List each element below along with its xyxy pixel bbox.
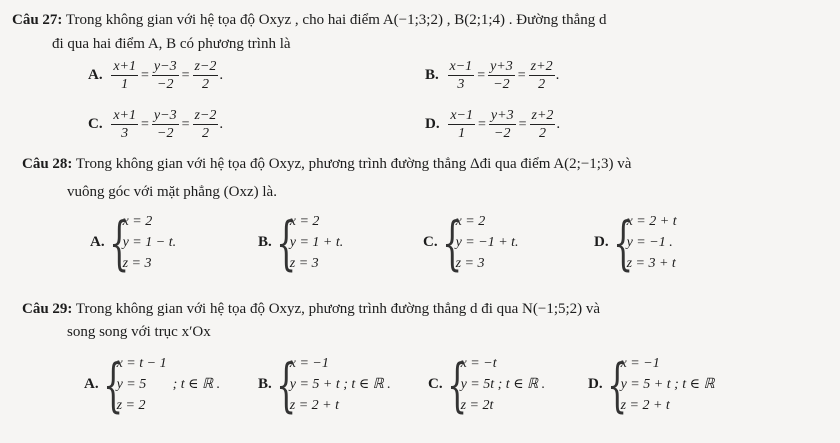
frac-den: −2 bbox=[157, 77, 174, 92]
frac-num: x−1 bbox=[450, 108, 474, 123]
system-line: y = −1 . bbox=[626, 235, 673, 250]
q28-option-d[interactable] bbox=[594, 208, 677, 277]
option-label: A. bbox=[88, 66, 103, 83]
frac-den: −2 bbox=[493, 77, 510, 92]
system-line: z = 3 bbox=[455, 256, 485, 271]
system-line: x = −1 bbox=[620, 356, 660, 371]
frac-num: z+2 bbox=[531, 108, 554, 123]
system-line: z = 3 bbox=[289, 256, 319, 271]
system-line: z = 2 + t bbox=[289, 398, 339, 413]
q29-option-c[interactable] bbox=[428, 350, 546, 419]
frac-den: 2 bbox=[538, 126, 546, 141]
frac-den: −2 bbox=[494, 126, 511, 141]
frac-den: −2 bbox=[157, 126, 174, 141]
system-line: y = 1 + t. bbox=[289, 235, 344, 250]
system-line: z = 2 bbox=[116, 398, 146, 413]
q29-option-d[interactable] bbox=[588, 350, 715, 419]
option-label: D. bbox=[425, 115, 440, 132]
frac-den: 1 bbox=[458, 126, 466, 141]
q28-option-c[interactable] bbox=[423, 208, 519, 277]
frac-num: z+2 bbox=[530, 59, 553, 74]
brace-icon: { bbox=[275, 208, 297, 277]
system-line: x = −1 bbox=[289, 356, 329, 371]
brace-icon: { bbox=[441, 208, 462, 277]
option-label: B. bbox=[425, 66, 439, 83]
system-line: y = 1 − t. bbox=[122, 235, 177, 250]
option-label: D. bbox=[594, 234, 609, 250]
q29-label: Câu 29: bbox=[22, 301, 73, 317]
brace-icon: { bbox=[606, 350, 627, 419]
system-line: y = 5 bbox=[116, 377, 147, 392]
end-mark: . bbox=[555, 66, 560, 83]
q29-option-a[interactable] bbox=[84, 350, 221, 419]
frac-num: y−3 bbox=[153, 59, 177, 74]
brace-icon: { bbox=[446, 350, 467, 419]
option-label: C. bbox=[428, 376, 443, 392]
frac-num: y+3 bbox=[490, 59, 513, 74]
q27-option-b[interactable]: B. $\frac{x-1}{3}$ = $\frac{y+3}{-2}$ = $\frac{z+2}{2}$ . bbox=[425, 59, 560, 92]
system-line: y = 5 + t ; t ∈ ℝ . bbox=[289, 377, 391, 392]
option-label: A. bbox=[90, 234, 105, 250]
system-line: x = t − 1 bbox=[116, 356, 167, 371]
system-line: z = 2 + t bbox=[620, 398, 670, 413]
q29-line2: song song với trục x′Ox bbox=[67, 324, 211, 340]
q27-text1: Trong không gian với hệ tọa độ Oxyz , cho hai điểm A(−1;3;2) , B(2;1;4) . Đường thẳng d bbox=[65, 12, 607, 28]
q27-label: Câu 27: bbox=[12, 12, 63, 28]
frac-num: y−3 bbox=[153, 108, 177, 123]
option-label: B. bbox=[258, 234, 272, 250]
option-label: C. bbox=[423, 234, 438, 250]
q28-option-b[interactable] bbox=[258, 208, 344, 277]
q27-line1 bbox=[12, 12, 607, 29]
q27-option-a[interactable]: A. $\frac{x+1}{1}$ = $\frac{y-3}{-2}$ = $\frac{z-2}{2}$ . bbox=[88, 59, 224, 92]
q29-line1 bbox=[22, 301, 600, 318]
system-line: x = 2 bbox=[122, 214, 153, 229]
frac-den: 2 bbox=[538, 77, 546, 92]
system-line: x = −t bbox=[460, 356, 497, 371]
frac-den: 3 bbox=[121, 126, 129, 141]
frac-den: 2 bbox=[201, 77, 209, 92]
frac-den: 2 bbox=[201, 126, 209, 141]
q28-label: Câu 28: bbox=[22, 156, 73, 172]
q28-option-a[interactable] bbox=[90, 208, 177, 277]
q28-line1 bbox=[22, 156, 631, 173]
q29-option-b[interactable] bbox=[258, 350, 391, 419]
q27-line2: đi qua hai điểm A, B có phương trình là bbox=[52, 36, 291, 52]
end-mark: . bbox=[556, 115, 561, 132]
frac-num: y+3 bbox=[490, 108, 514, 123]
system-line: y = 5 + t ; t ∈ ℝ bbox=[620, 377, 715, 392]
brace-icon: { bbox=[275, 350, 297, 419]
option-label: C. bbox=[88, 115, 103, 132]
system-line: x = 2 bbox=[455, 214, 486, 229]
brace-icon: { bbox=[108, 208, 129, 277]
brace-icon: { bbox=[612, 208, 633, 277]
param-tail: ; t ∈ ℝ . bbox=[172, 377, 221, 392]
end-mark: . bbox=[219, 66, 224, 83]
system-line: z = 3 bbox=[122, 256, 152, 271]
system-line: x = 2 + t bbox=[626, 214, 677, 229]
frac-den: 1 bbox=[121, 77, 129, 92]
system-line: z = 3 + t bbox=[626, 256, 676, 271]
system-line: z = 2t bbox=[460, 398, 494, 413]
option-label: D. bbox=[588, 376, 603, 392]
frac-num: x+1 bbox=[113, 108, 137, 123]
brace-icon: { bbox=[102, 350, 123, 419]
system-line: y = 5t ; t ∈ ℝ . bbox=[460, 377, 546, 392]
frac-den: 3 bbox=[457, 77, 465, 92]
system-line: x = 2 bbox=[289, 214, 320, 229]
option-label: B. bbox=[258, 376, 272, 392]
q28-text1: Trong không gian với hệ tọa độ Oxyz, phương trình đường thẳng Δđi qua điểm A(2;−1;3) và bbox=[75, 156, 632, 172]
system-line: y = −1 + t. bbox=[455, 235, 519, 250]
frac-num: z−2 bbox=[194, 59, 217, 74]
frac-num: x+1 bbox=[113, 59, 137, 74]
option-label: A. bbox=[84, 376, 99, 392]
q29-text1: Trong không gian với hệ tọa độ Oxyz, phương trình đường thẳng d đi qua N(−1;5;2) và bbox=[75, 301, 601, 317]
frac-num: z−2 bbox=[194, 108, 217, 123]
end-mark: . bbox=[219, 115, 224, 132]
q27-option-c[interactable]: C. $\frac{x+1}{3}$ = $\frac{y-3}{-2}$ = $\frac{z-2}{2}$ . bbox=[88, 108, 224, 141]
frac-num: x−1 bbox=[449, 59, 473, 74]
q27-option-d[interactable]: D. $\frac{x-1}{1}$ = $\frac{y+3}{-2}$ = $\frac{z+2}{2}$ . bbox=[425, 108, 561, 141]
q28-line2: vuông góc với mặt phẳng (Oxz) là. bbox=[67, 184, 277, 200]
